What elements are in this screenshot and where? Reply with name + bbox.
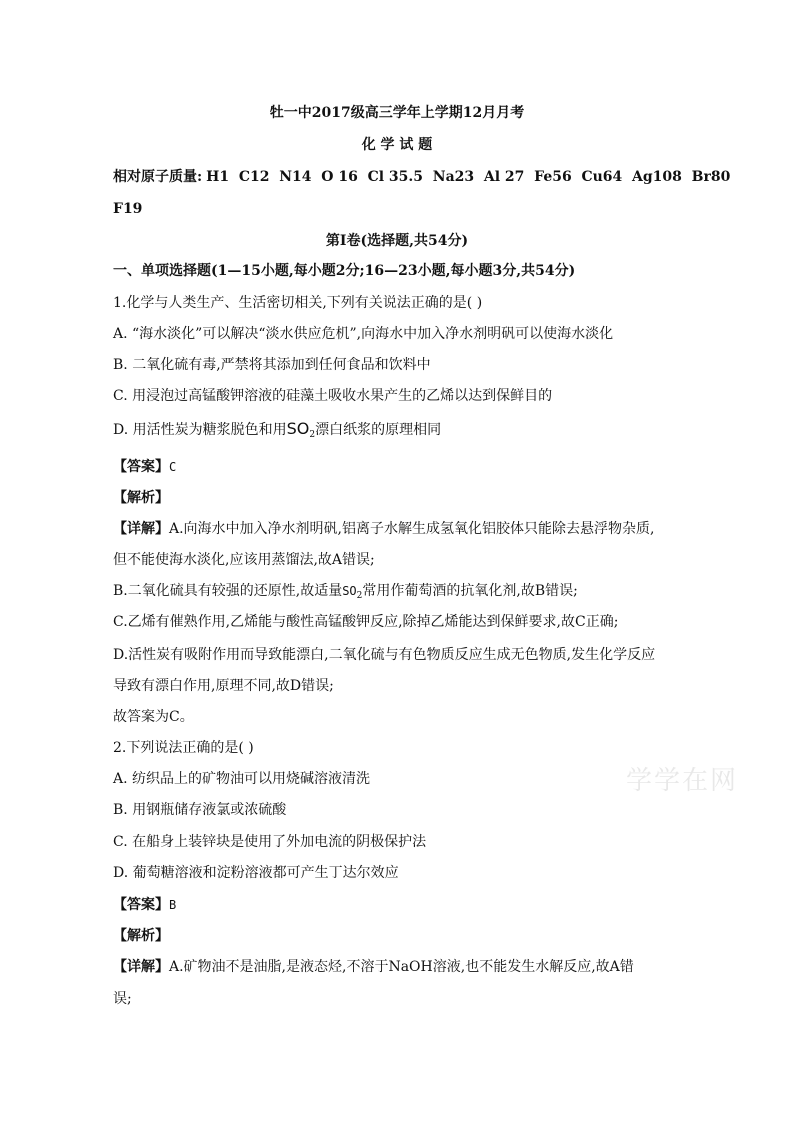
- q1-detail-d: D.活性炭有吸附作用而导致能漂白,二氧化硫与有色物质反应生成无色物质,发生化学反应: [113, 647, 656, 663]
- q1-option-d-subscript: 2: [309, 430, 316, 440]
- q1-detail-b: [113, 582, 578, 605]
- q2-option-a: A. 纺织品上的矿物油可以用烧碱溶液清洗: [113, 771, 371, 787]
- q1-answer: [113, 458, 176, 476]
- q2-detail-a-text: A.矿物油不是油脂,是液态烃,不溶于NaOH溶液,也不能发生水解反应,故A错: [169, 959, 634, 975]
- q1-detail-b-text-end: 常用作葡萄酒的抗氧化剂,故B错误;: [362, 583, 578, 599]
- q1-detail-b-formula: SO: [342, 584, 357, 598]
- atomic-mass-values-continued: F19: [113, 201, 143, 217]
- watermark: 学学在网: [626, 766, 739, 796]
- q1-option-d-formula: SO: [286, 419, 310, 438]
- q1-detail-b-subscript: 2: [356, 591, 363, 601]
- q1-option-d-text: D. 用活性炭为糖浆脱色和用: [113, 422, 287, 438]
- q1-analysis-label: 【解析】: [113, 490, 169, 506]
- q2-option-c: C. 在船身上装锌块是使用了外加电流的阴极保护法: [113, 834, 427, 850]
- q1-detail-label: 【详解】: [113, 521, 169, 537]
- q2-detail-a: [113, 958, 634, 976]
- q2-option-b: B. 用钢瓶储存液氯或浓硫酸: [113, 802, 287, 818]
- q2-answer: [113, 896, 176, 914]
- q1-detail-c: C.乙烯有催熟作用,乙烯能与酸性高锰酸钾反应,除掉乙烯能达到保鲜要求,故C正确;: [113, 614, 619, 630]
- q1-detail-b-text: B.二氧化硫具有较强的还原性,故适量: [113, 583, 343, 599]
- q1-detail-a: [113, 520, 654, 538]
- q2-answer-label: 【答案】: [113, 897, 169, 913]
- q1-option-b: B. 二氧化硫有毒,严禁将其添加到任何食品和饮料中: [113, 357, 431, 373]
- q1-option-d: [113, 420, 441, 444]
- q1-detail-a-text: A.向海水中加入净水剂明矾,铝离子水解生成氢氧化铝胶体只能除去悬浮物杂质,: [169, 521, 655, 537]
- q1-stem: 1.化学与人类生产、生活密切相关,下列有关说法正确的是( ): [113, 295, 483, 311]
- q2-stem: 2.下列说法正确的是( ): [113, 740, 254, 756]
- q2-analysis-label: 【解析】: [113, 928, 169, 944]
- q1-answer-value: C: [169, 460, 177, 474]
- q2-detail-a-continued: 误;: [113, 991, 132, 1007]
- atomic-mass-label: 相对原子质量:: [113, 169, 203, 185]
- exam-title: 牡一中2017级高三学年上学期12月月考: [269, 105, 525, 121]
- q2-detail-label: 【详解】: [113, 959, 169, 975]
- atomic-mass-line: [113, 168, 730, 186]
- q1-option-d-text-end: 漂白纸浆的原理相同: [315, 422, 442, 438]
- part-title: 一、单项选择题(1—15小题,每小题2分;16—23小题,每小题3分,共54分): [113, 263, 576, 279]
- subject-title: 化 学 试 题: [361, 137, 433, 153]
- q1-answer-label: 【答案】: [113, 459, 169, 475]
- q1-conclusion: 故答案为C。: [113, 709, 194, 725]
- atomic-mass-values: H1 C12 N14 O 16 Cl 35.5 Na23 Al 27 Fe56 Cu64 Ag108 Br80: [206, 169, 731, 185]
- q2-option-d: D. 葡萄糖溶液和淀粉溶液都可产生丁达尔效应: [113, 865, 399, 881]
- q2-answer-value: B: [169, 898, 177, 912]
- q1-detail-d-continued: 导致有漂白作用,原理不同,故D错误;: [113, 678, 334, 694]
- volume-title: 第I卷(选择题,共54分): [325, 233, 469, 249]
- q1-option-a: A. “海水淡化”可以解决“淡水供应危机”,向海水中加入净水剂明矾可以使海水淡化: [113, 326, 614, 342]
- q1-option-c: C. 用浸泡过高锰酸钾溶液的硅藻土吸收水果产生的乙烯以达到保鲜目的: [113, 388, 553, 404]
- q1-detail-a-continued: 但不能使海水淡化,应该用蒸馏法,故A错误;: [113, 552, 375, 568]
